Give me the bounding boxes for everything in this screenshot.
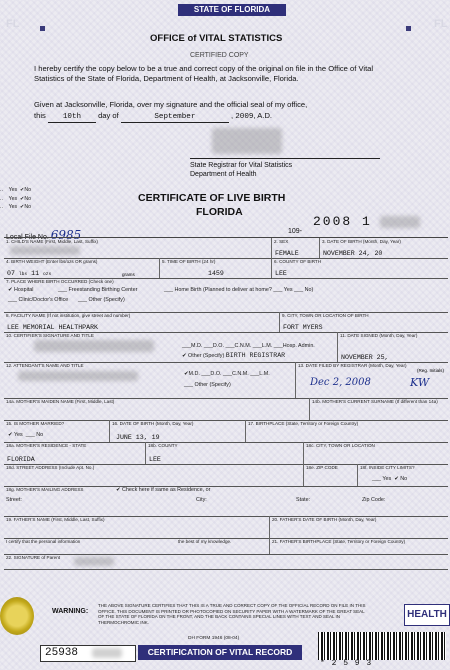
ad-label: , A.D.: [253, 110, 273, 120]
margin-no-3: No: [24, 204, 32, 210]
field-mother-married: 15. IS MOTHER MARRIED? ✔ Yes ___ No: [4, 420, 110, 442]
row-facility: [4, 312, 448, 333]
row-place-of-birth: 7. PLACE WHERE BIRTH OCCURRED (Check one) ✔ Hospital ___ Freestanding Birthing Center ___ Home Birth (Planned to deliver at home? ___ Yes ___ No) ___ Clinic/Doctor's Office ___ Other (Specify): [4, 278, 448, 313]
row-mother-name: [4, 398, 448, 421]
row-certifier: [4, 332, 448, 363]
check-icon: ✔: [20, 204, 25, 210]
day-value: 10th: [48, 112, 96, 124]
row-parent-signature: 22. SIGNATURE of Parent: [4, 554, 448, 570]
field-time-of-birth: 5. TIME OF BIRTH (24 hr) 1459: [160, 258, 272, 278]
certified-copy-label: CERTIFIED COPY: [190, 52, 249, 59]
check-icon: ✔: [184, 371, 189, 377]
field-date-of-birth: 3. DATE OF BIRTH (Month, Day, Year) NOVEMBER 24, 20: [322, 239, 401, 257]
serial-number: 25938: [40, 645, 136, 662]
state-file-prefix: 109-: [288, 228, 303, 235]
field-mother-dob: 16. DATE OF BIRTH (Month, Day, Year) JUNE 13, 19: [110, 420, 246, 442]
registrar-line1: State Registrar for Vital Statistics: [190, 162, 293, 169]
row-street-address: [4, 464, 448, 487]
field-attendant: 12. ATTENDANT'S NAME AND TITLE ✔M.D. ___D.O. ___C.N.M. ___L.M. ___ Other (Specify): [4, 362, 296, 398]
field-date-signed: 11. DATE SIGNED (Month, Day, Year) NOVEMBER 25,: [340, 333, 418, 361]
margin-no-1: No: [24, 187, 32, 193]
row-mother-details: [4, 420, 448, 443]
local-file-label: Local File No.: [6, 234, 49, 241]
margin-yes-1: Yes: [8, 187, 18, 193]
field-residence-city: 18c. CITY, TOWN OR LOCATION: [306, 443, 375, 448]
this-label: this: [34, 110, 46, 120]
field-facility-name: 8. FACILITY NAME (If not institution, give street and number) LEE MEMORIAL HEALTHPARK: [4, 312, 280, 332]
left-margin-checks: .. Yes ✔No .. Yes ✔No .. Yes ✔No: [0, 187, 32, 210]
date-filed-handwritten: Dec 2, 2008: [310, 377, 371, 388]
margin-yes-2: Yes: [8, 195, 18, 202]
form-number: DH FORM 1946 (08-04): [188, 636, 240, 641]
florida-seal-icon: [0, 597, 34, 635]
barcode-number: * 2 5 9 3: [320, 659, 373, 668]
certificate-form-grid: [4, 237, 448, 569]
given-statement: Given at Jacksonville, Florida, over my signature and the official seal of my office, this 10th day of September , 2009, A.D.: [34, 100, 414, 123]
row-father-name: [4, 516, 448, 539]
check-icon: ✔: [182, 353, 187, 359]
warning-text: THE ABOVE SIGNATURE CERTIFIES THAT THIS IS A TRUE AND CORRECT COPY OF THE OFFICIAL RECORD ON FILE IN THIS OFFICE. THIS DOCUMENT IS PRINTED OR PHOTOCOPIED ON SECURITY PAPER WITH A WATERMARK OF THE GREAT SEAL OF THE STATE OF FLORIDA ON THE FRONT, AND THE BACK CONTAINS SPECIAL LINES WITH TEXT AND SEAL IN THERMOCHROMIC INK.: [98, 603, 366, 625]
check-icon: ✔: [20, 195, 25, 202]
given-prefix: Given at Jacksonville, Florida, over my signature and the official seal of my office,: [34, 100, 308, 109]
certification-text: I hereby certify the copy below to be a true and correct copy of the original on file in the Office of Vital Statistics of the State of Florida, Department of Health, at Jacksonville, Florida.: [34, 64, 374, 83]
row-certify: [4, 538, 448, 555]
field-sex: 2. SEX FEMALE: [272, 238, 320, 258]
health-logo: HEALTH: [404, 604, 450, 626]
month-value: September: [121, 112, 229, 124]
state-band: STATE OF FLORIDA: [178, 4, 286, 16]
registrar-line2: Department of Health: [190, 171, 257, 178]
margin-yes-3: Yes: [8, 204, 18, 210]
field-birth-weight: 4. BIRTH WEIGHT (Enter lbs/ozs OR grams) 07 lbs 11 ozs grams: [4, 258, 160, 278]
fl-watermark-right: FL: [434, 18, 448, 30]
field-residence-county: 18b. COUNTY LEE: [146, 442, 304, 464]
check-icon: ✔: [116, 487, 121, 493]
field-father-name: 19. FATHER'S NAME (First, Middle, Last, Suffix): [4, 516, 270, 538]
local-file-value: 6985: [50, 228, 82, 242]
check-icon: ✔: [8, 432, 13, 438]
field-mother-birthplace: 17. BIRTHPLACE (State, Territory or Foreign Country): [248, 421, 359, 426]
field-date-filed: 13. DATE FILED BY REGISTRAR (Month, Day, Year) (Reg. Initials) Dec 2, 2008 KW: [298, 363, 444, 389]
state-file-redacted: [380, 216, 420, 228]
check-icon: ✔: [8, 287, 13, 293]
field-county-of-birth: 6. COUNTY OF BIRTH LEE: [274, 259, 322, 277]
warning-label: WARNING:: [52, 608, 89, 615]
field-zip-code: 18e. ZIP CODE: [304, 464, 358, 486]
corner-mark-icon: [406, 26, 411, 31]
field-residence-state: 18a. MOTHER'S RESIDENCE - STATE FLORIDA: [4, 442, 146, 464]
year-value: 2009: [235, 112, 254, 121]
registrar-initials: KW: [410, 376, 430, 389]
registrar-signature-redacted: [212, 128, 282, 154]
certificate-subtitle: FLORIDA: [196, 206, 243, 218]
barcode-icon: [318, 632, 446, 660]
check-icon: ✔: [394, 476, 399, 482]
office-title: OFFICE of VITAL STATISTICS: [150, 33, 283, 44]
certificate-title: CERTIFICATE OF LIVE BIRTH: [138, 192, 286, 204]
check-icon: ✔: [20, 187, 25, 193]
row-residence: [4, 442, 448, 465]
field-city-of-birth: 9. CITY, TOWN OR LOCATION OF BIRTH FORT MYERS: [282, 313, 369, 331]
row-mailing-address: 18g. MOTHER'S MAILING ADDRESS ✔ Check here if same as Residence, or Street: City: State: Zip Code:: [4, 486, 448, 517]
field-certifier: 10. CERTIFIER'S SIGNATURE AND TITLE ___M.D. ___D.O. ___C.N.M. ___L.M. ___Hosp. Admin. ✔ Other (Specify) BIRTH REGISTRAR: [4, 332, 338, 362]
state-file-number: 2008 1: [313, 214, 372, 229]
parent-signature-redacted: [74, 557, 114, 566]
field-mother-current-surname: 14b. MOTHER'S CURRENT SURNAME (If different than 14a): [312, 399, 438, 404]
field-child-name: 1. CHILD'S NAME (First, Middle, Last, Suffix): [4, 238, 272, 258]
fl-watermark-left: FL: [6, 18, 20, 30]
margin-no-2: No: [24, 195, 32, 202]
field-father-birthplace: 21. FATHER'S BIRTHPLACE (State, Territory or Foreign Country): [272, 539, 406, 544]
field-inside-city-limits: 18f. INSIDE CITY LIMITS? ___ Yes ✔ No: [360, 465, 415, 482]
attendant-name-redacted: [18, 371, 138, 381]
signature-line: [190, 158, 380, 159]
corner-mark-icon: [40, 26, 45, 31]
day-of-label: day of: [98, 110, 119, 120]
serial-redacted: [92, 648, 122, 658]
field-certify-statement: I certify that the personal information the best of my knowledge.: [4, 538, 270, 554]
row-child-name: [4, 238, 448, 259]
child-name-redacted: [10, 246, 80, 255]
field-mother-maiden-name: 14a. MOTHER'S MAIDEN NAME (First, Middle, Last): [4, 398, 310, 420]
certification-of-vital-record: CERTIFICATION OF VITAL RECORD: [138, 645, 302, 660]
row-weight-time-county: [4, 258, 448, 279]
registrar-block: [190, 161, 292, 179]
certifier-signature-redacted: [34, 340, 154, 352]
field-father-dob: 20. FATHER'S DATE OF BIRTH (Month, Day, Year): [272, 517, 377, 522]
field-street-address: 18d. STREET ADDRESS (Include Apt. No.): [4, 464, 304, 486]
row-attendant: [4, 362, 448, 399]
